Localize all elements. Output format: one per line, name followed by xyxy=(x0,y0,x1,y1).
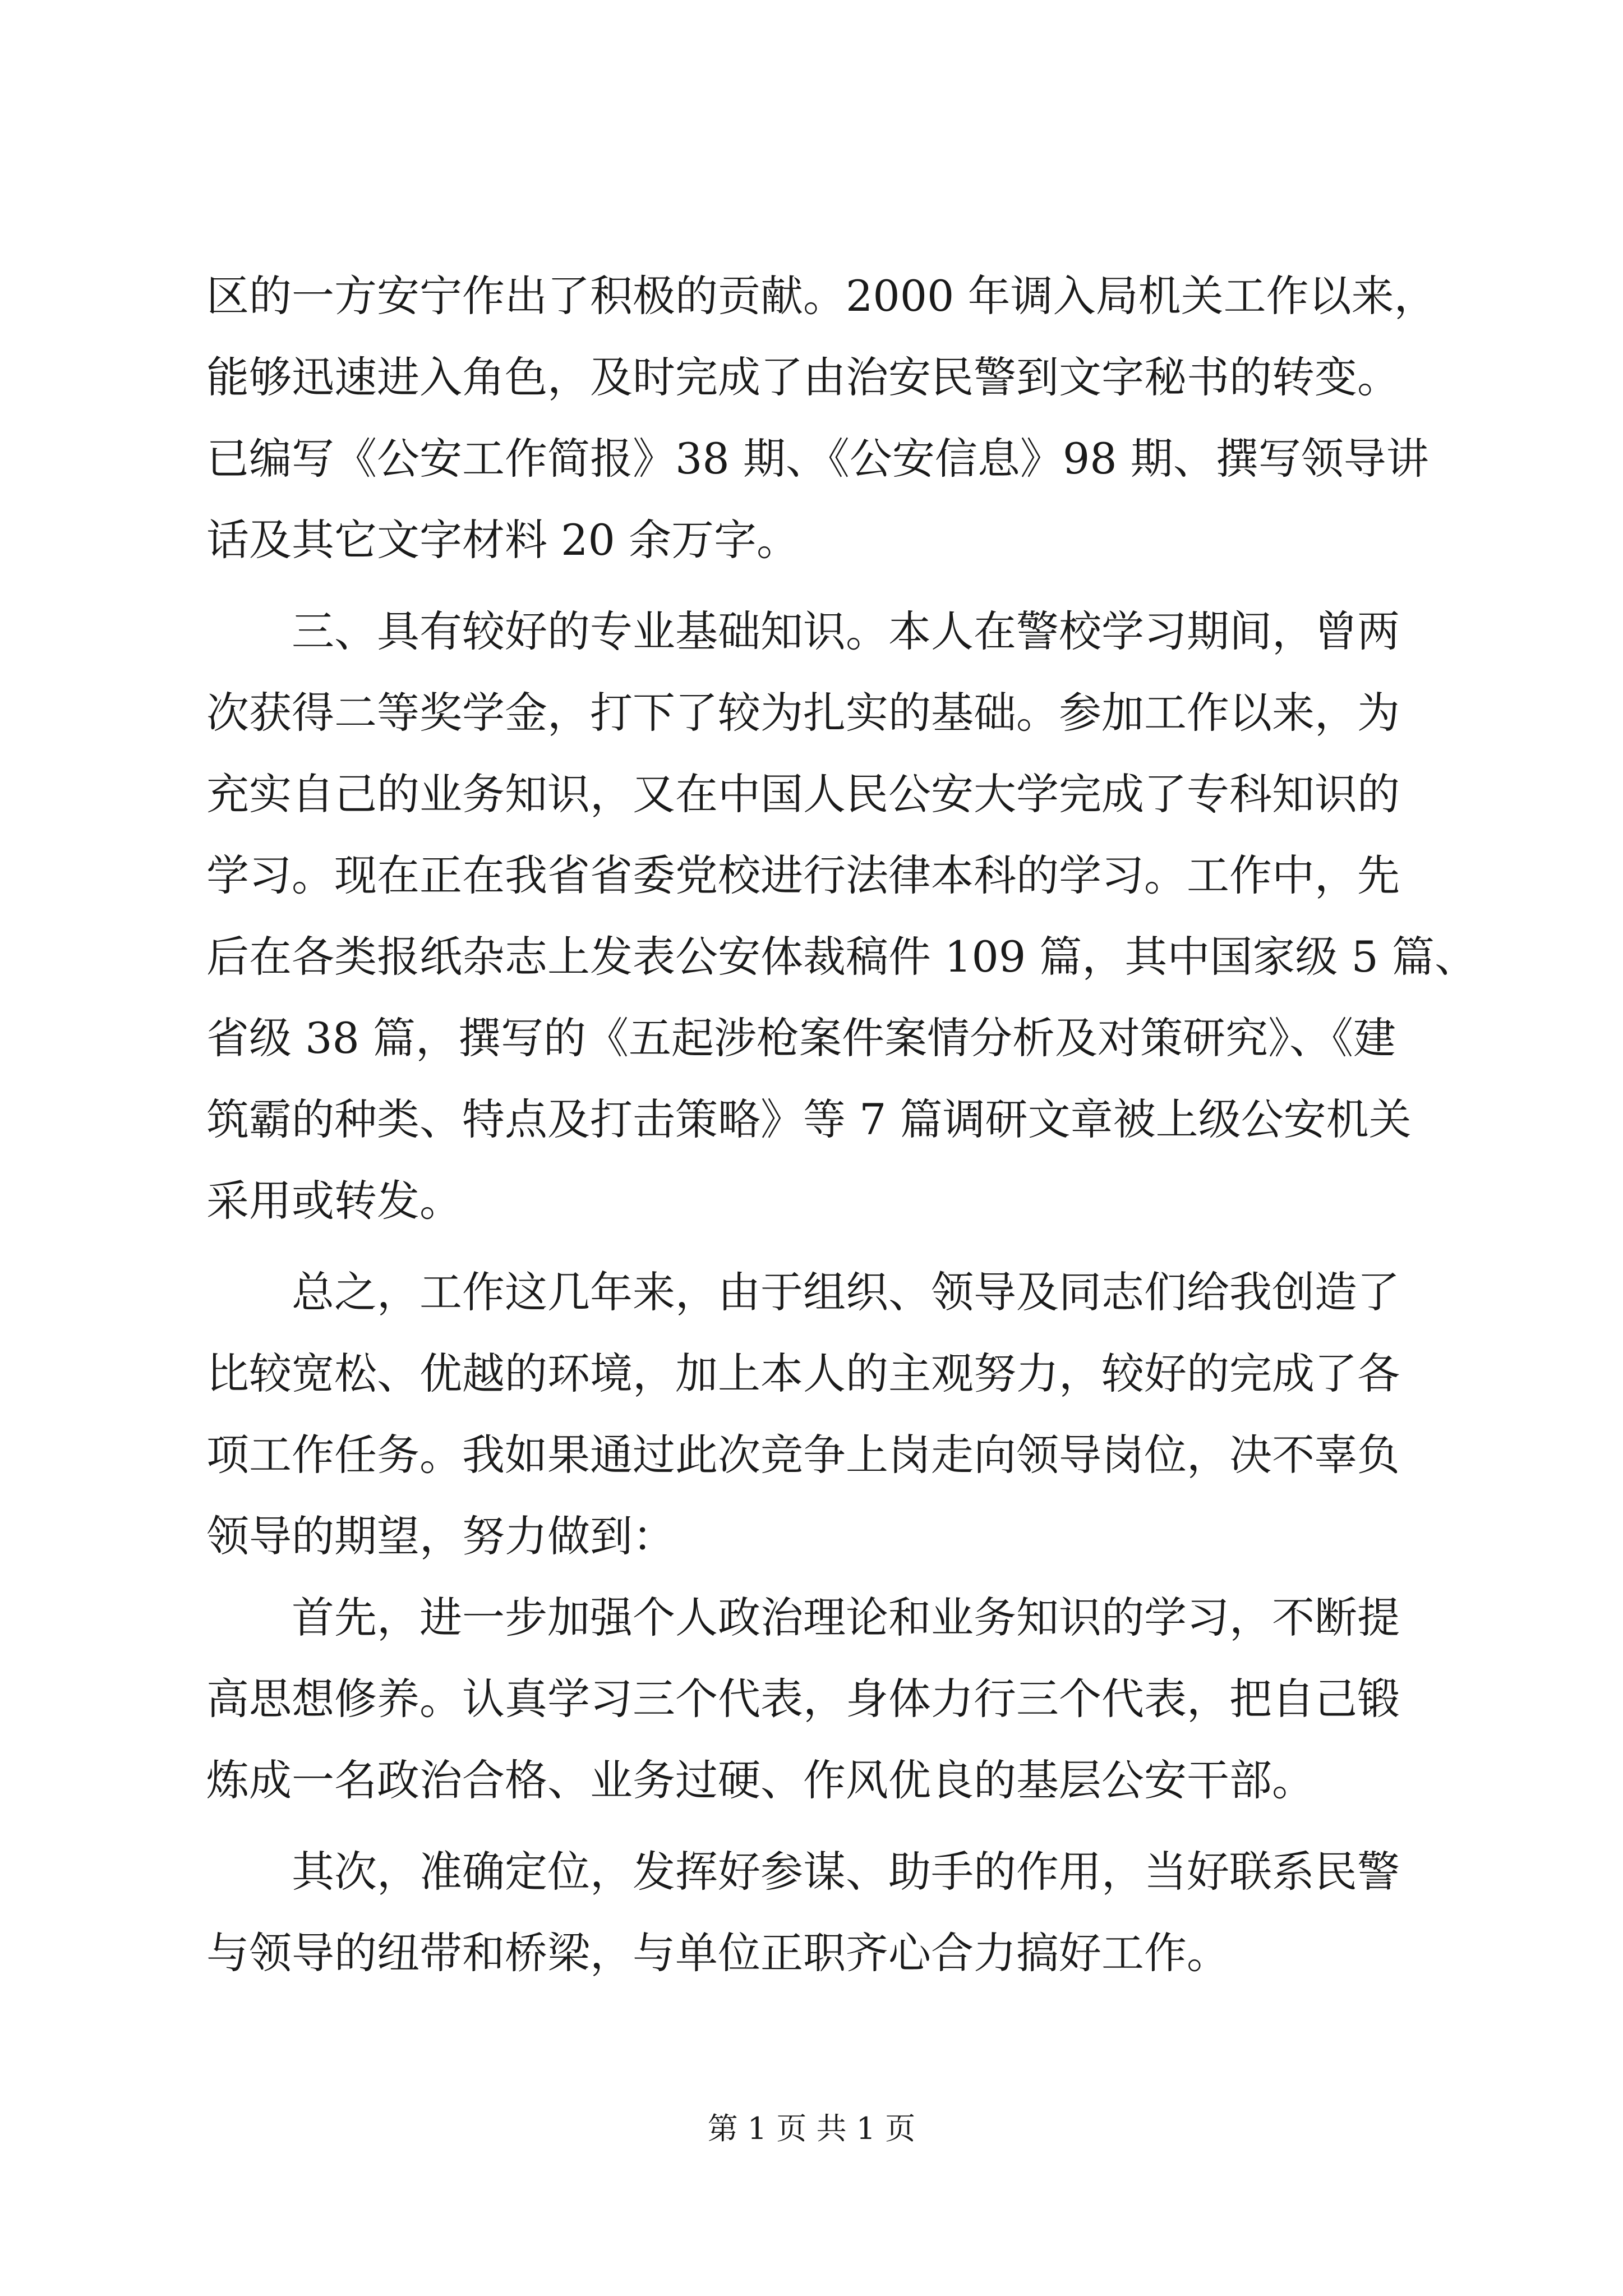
text-line: 学习。现在正在我省省委党校进行法律本科的学习。工作中，先 xyxy=(206,850,1400,900)
text-line: 三、具有较好的专业基础知识。本人在警校学习期间，曾两 xyxy=(292,606,1400,656)
paragraph-spacer xyxy=(206,1241,1418,1251)
text-line: 筑霸的种类、特点及打击策略》等 7 篇调研文章被上级公安机关 xyxy=(206,1094,1412,1144)
text-line: 首先，进一步加强个人政治理论和业务知识的学习，不断提 xyxy=(292,1593,1400,1642)
text-line: 省级 38 篇，撰写的《五起涉枪案件案情分析及对策研究》、《建 xyxy=(206,1013,1396,1063)
text-line: 能够迅速进入角色，及时完成了由治安民警到文字秘书的转变。 xyxy=(206,352,1400,402)
paragraph-spacer xyxy=(206,581,1418,591)
text-line: 炼成一名政治合格、业务过硬、作风优良的基层公安干部。 xyxy=(206,1755,1315,1805)
text-line: 已编写《公安工作简报》38 期、《公安信息》98 期、撰写领导讲 xyxy=(206,434,1429,484)
document-body xyxy=(206,255,1478,1994)
text-line: 领导的期望，努力做到： xyxy=(206,1511,675,1561)
text-line: 比较宽松、优越的环境，加上本人的主观努力，较好的完成了各 xyxy=(206,1349,1400,1398)
text-line: 总之，工作这几年来，由于组织、领导及同志们给我创造了 xyxy=(292,1267,1400,1317)
text-line: 区的一方安宁作出了积极的贡献。2000 年调入局机关工作以来， xyxy=(206,271,1437,321)
text-line: 充实自己的业务知识，又在中国人民公安大学完成了专科知识的 xyxy=(206,769,1400,819)
text-line: 其次，准确定位，发挥好参谋、助手的作用，当好联系民警 xyxy=(292,1847,1400,1897)
text-line: 高思想修养。认真学习三个代表，身体力行三个代表，把自己锻 xyxy=(206,1674,1400,1724)
paragraph-spacer xyxy=(206,1821,1418,1831)
text-line: 与领导的纽带和桥梁，与单位正职齐心合力搞好工作。 xyxy=(206,1928,1229,1978)
text-line: 话及其它文字材料 20 余万字。 xyxy=(206,515,800,565)
page-number-footer: 第 1 页 共 1 页 xyxy=(707,2111,916,2146)
text-line: 次获得二等奖学金，打下了较为扎实的基础。参加工作以来，为 xyxy=(206,688,1400,738)
text-line: 项工作任务。我如果通过此次竞争上岗走向领导岗位，决不辜负 xyxy=(206,1430,1400,1480)
text-line: 后在各类报纸杂志上发表公安体裁稿件 109 篇，其中国家级 5 篇、 xyxy=(206,932,1478,982)
text-line: 采用或转发。 xyxy=(206,1176,462,1226)
